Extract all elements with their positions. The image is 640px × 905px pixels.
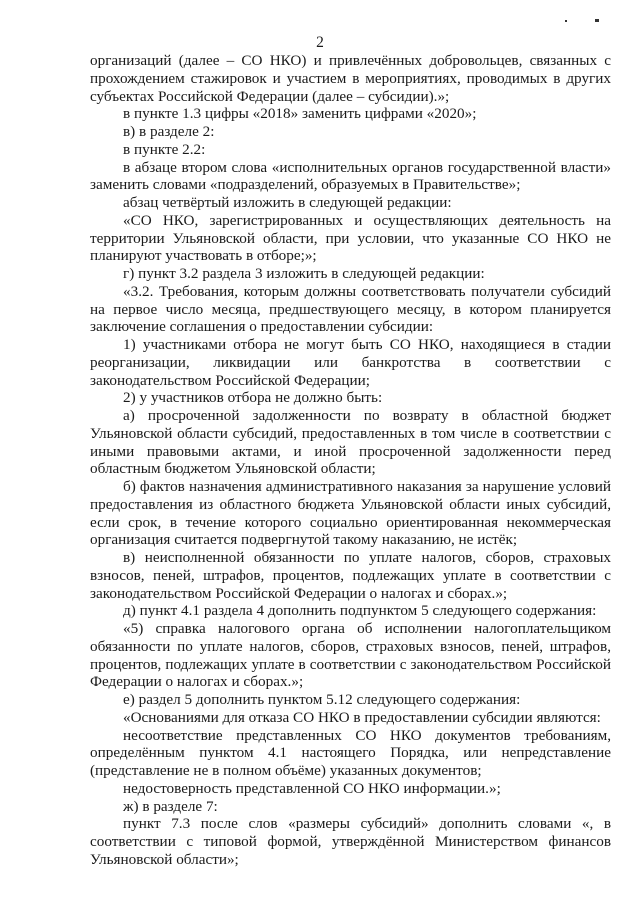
- paragraph: в) неисполненной обязанности по уплате налогов, сборов, страховых взносов, пеней, штрафов, процентов, подлежащих уплате в соответствии с законодательством Российской Федерации о налогах и сборах.»;: [90, 549, 611, 602]
- document-body: [90, 52, 611, 869]
- paragraph: несоответствие представленных СО НКО документов требованиям, определённым пунктом 4.1 настоящего Порядка, или непредставление (представление не в полном объёме) указанных документов;: [90, 726, 611, 779]
- paragraph: недостоверность представленной СО НКО информации.»;: [123, 779, 501, 797]
- page-number: 2: [316, 34, 324, 51]
- paragraph: г) пункт 3.2 раздела 3 изложить в следующей редакции:: [123, 265, 485, 282]
- paragraph: в абзаце втором слова «исполнительных органов государственной власти» заменить словами «подразделений, образуемых в Правительстве»;: [90, 158, 611, 194]
- paragraph: д) пункт 4.1 раздела 4 дополнить подпунктом 5 следующего содержания:: [123, 602, 597, 620]
- paragraph: организаций (далее – СО НКО) и привлечённых добровольцев, связанных с прохождением стажировок и участием в мероприятиях, проводимых в других субъектах Российской Федерации (далее – субсидии).»;: [90, 52, 611, 105]
- paragraph: «СО НКО, зарегистрированных и осуществляющих деятельность на территории Ульяновской области, при условии, что указанные СО НКО не планируют участвовать в отборе;»;: [90, 211, 611, 265]
- paragraph: «5) справка налогового органа об исполнении налогоплательщиком обязанности по уплате налогов, сборов, страховых взносов, пеней, штрафов, процентов, подлежащих уплате в соответствии с законодательством Российской Федерации о налогах и сборах.»;: [90, 620, 611, 691]
- paragraph: «3.2. Требования, которым должны соответствовать получатели субсидий на первое число месяца, предшествующего месяцу, в котором планируется заключение соглашения о предоставлении субсидии:: [90, 282, 611, 336]
- paragraph: в) в разделе 2:: [123, 123, 215, 140]
- paragraph: в пункте 2.2:: [123, 140, 206, 158]
- paragraph: в пункте 1.3 цифры «2018» заменить цифрами «2020»;: [123, 105, 477, 123]
- paragraph: ж) в разделе 7:: [123, 797, 218, 815]
- paragraph: абзац четвёртый изложить в следующей редакции:: [123, 194, 452, 211]
- paragraph: е) раздел 5 дополнить пунктом 5.12 следующего содержания:: [123, 691, 521, 708]
- paragraph: б) фактов назначения административного наказания за нарушение условий предоставления из областного бюджета Ульяновской области иных субсидий, если срок, в течение которого социально ориентированная некоммерческая организация считается подвергнутой такому наказанию, не истёк;: [90, 478, 611, 549]
- paragraph: а) просроченной задолженности по возврату в областной бюджет Ульяновской области субсидий, предоставленных в том числе в соответствии с иными правовыми актами, и иной просроченной задолженности перед областным бюджетом Ульяновской области;: [90, 407, 611, 478]
- paragraph: 1) участниками отбора не могут быть СО НКО, находящиеся в стадии реорганизации, ликвидации или банкротства в соответствии с законодательством Российской Федерации;: [90, 336, 611, 389]
- scan-artifact-mark: [565, 16, 605, 26]
- paragraph: «Основаниями для отказа СО НКО в предоставлении субсидии являются:: [123, 708, 601, 726]
- paragraph: 2) у участников отбора не должно быть:: [123, 389, 383, 407]
- paragraph: пункт 7.3 после слов «размеры субсидий» дополнить словами «, в соответствии с типовой формой, утверждённой Министерством финансов Ульяновской области»;: [90, 815, 611, 868]
